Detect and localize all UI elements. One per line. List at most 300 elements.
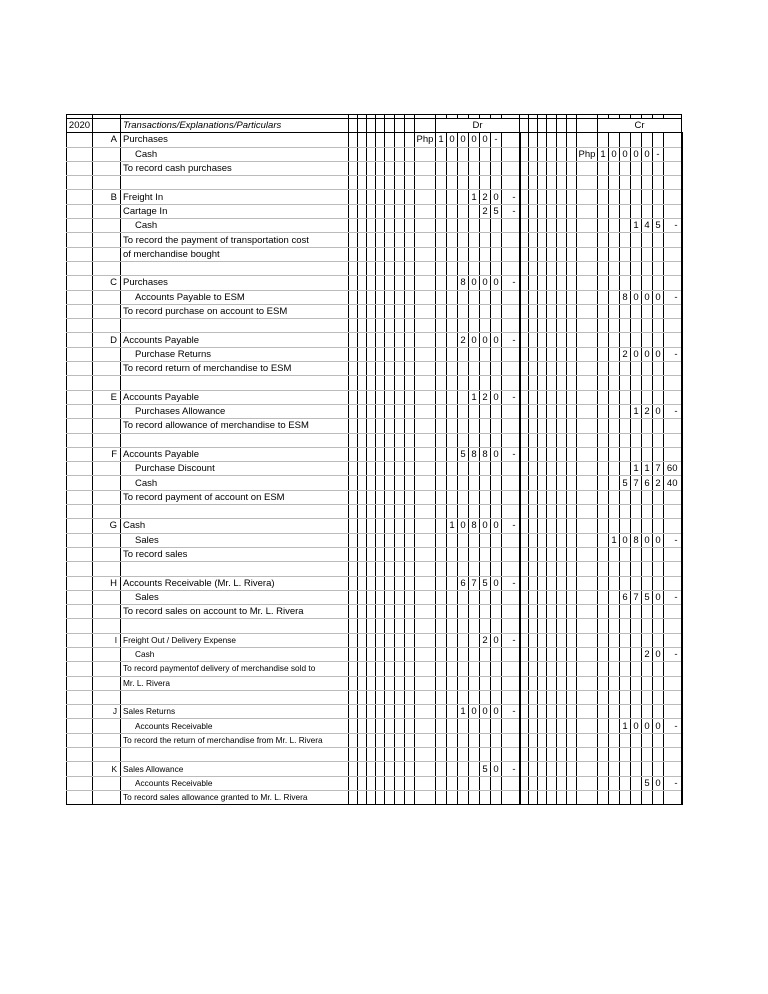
blank-cell bbox=[557, 748, 567, 762]
cr-digit bbox=[609, 576, 620, 590]
spacer-cell bbox=[405, 490, 415, 504]
dr-digit bbox=[436, 662, 447, 676]
dr-currency bbox=[415, 247, 436, 261]
year-cell bbox=[67, 490, 93, 504]
dr-digit: 1 bbox=[469, 190, 480, 204]
particular-text: Accounts Payable bbox=[121, 333, 349, 347]
spacer-cell bbox=[385, 676, 395, 690]
cr-digit bbox=[620, 333, 631, 347]
dr-currency bbox=[415, 362, 436, 376]
dr-digit bbox=[447, 605, 458, 619]
spacer-cell bbox=[376, 676, 385, 690]
cr-digit bbox=[664, 390, 682, 404]
cr-digit bbox=[664, 576, 682, 590]
cr-digit bbox=[598, 419, 609, 433]
spacer-cell bbox=[538, 219, 547, 233]
cr-currency bbox=[577, 447, 598, 461]
cr-header: Cr bbox=[598, 119, 682, 133]
spacer-cell bbox=[520, 576, 529, 590]
blank-cell bbox=[520, 319, 529, 333]
blank-cell bbox=[502, 690, 520, 704]
spacer-cell bbox=[538, 347, 547, 361]
blank-cell bbox=[415, 619, 436, 633]
year-cell bbox=[67, 376, 93, 390]
spacer-cell bbox=[557, 647, 567, 661]
spacer-cell bbox=[367, 662, 376, 676]
cr-digit bbox=[653, 161, 664, 175]
dr-digit bbox=[458, 404, 469, 418]
spacer-cell bbox=[405, 390, 415, 404]
spacer-cell bbox=[520, 762, 529, 776]
blank-cell bbox=[376, 176, 385, 190]
spacer-cell bbox=[385, 119, 395, 133]
dr-digit bbox=[469, 347, 480, 361]
dr-currency bbox=[415, 719, 436, 733]
cr-currency bbox=[577, 705, 598, 719]
dr-digit bbox=[502, 590, 520, 604]
dr-digit: 0 bbox=[469, 333, 480, 347]
blank-cell bbox=[376, 619, 385, 633]
cr-digit bbox=[620, 762, 631, 776]
dr-digit bbox=[436, 247, 447, 261]
blank-cell bbox=[520, 376, 529, 390]
blank-cell bbox=[469, 319, 480, 333]
spacer-cell bbox=[395, 647, 405, 661]
blank-cell bbox=[620, 376, 631, 390]
spacer-cell bbox=[538, 762, 547, 776]
blank-cell bbox=[502, 562, 520, 576]
cr-digit bbox=[609, 519, 620, 533]
entry-letter bbox=[93, 219, 121, 233]
year-cell bbox=[67, 676, 93, 690]
cr-currency bbox=[577, 547, 598, 561]
cr-digit bbox=[598, 719, 609, 733]
dr-digit bbox=[436, 576, 447, 590]
blank-cell bbox=[547, 619, 557, 633]
blank-cell bbox=[547, 261, 557, 275]
spacer-cell bbox=[405, 304, 415, 318]
journal-row bbox=[67, 705, 682, 719]
blank-row bbox=[67, 748, 682, 762]
cr-currency bbox=[577, 247, 598, 261]
spacer-cell bbox=[520, 276, 529, 290]
spacer-cell bbox=[547, 290, 557, 304]
entry-letter bbox=[93, 419, 121, 433]
cr-digit bbox=[609, 662, 620, 676]
entry-letter bbox=[93, 462, 121, 476]
spacer-cell bbox=[349, 705, 358, 719]
cr-digit: 5 bbox=[642, 776, 653, 790]
blank-cell bbox=[349, 619, 358, 633]
spacer-cell bbox=[557, 590, 567, 604]
particular-text: To record the payment of transportation cost bbox=[121, 233, 349, 247]
blank-cell bbox=[93, 619, 121, 633]
blank-cell bbox=[469, 176, 480, 190]
dr-digit: 8 bbox=[458, 276, 469, 290]
spacer-cell bbox=[547, 119, 557, 133]
particular-text: Sales Allowance bbox=[121, 762, 349, 776]
blank-cell bbox=[121, 319, 349, 333]
spacer-cell bbox=[367, 776, 376, 790]
cr-digit bbox=[642, 790, 653, 804]
cr-digit bbox=[653, 304, 664, 318]
dr-digit bbox=[458, 247, 469, 261]
particular-text: To record return of merchandise to ESM bbox=[121, 362, 349, 376]
blank-cell bbox=[502, 261, 520, 275]
blank-cell bbox=[458, 748, 469, 762]
journal-row bbox=[67, 762, 682, 776]
cr-digit bbox=[642, 247, 653, 261]
spacer-cell bbox=[395, 462, 405, 476]
spacer-cell bbox=[367, 462, 376, 476]
dr-digit bbox=[447, 676, 458, 690]
spacer-cell bbox=[395, 233, 405, 247]
year-cell bbox=[67, 719, 93, 733]
blank-cell bbox=[502, 376, 520, 390]
dr-digit bbox=[436, 190, 447, 204]
cr-currency bbox=[577, 362, 598, 376]
particulars-header: Transactions/Explanations/Particulars bbox=[121, 119, 349, 133]
journal-row bbox=[67, 533, 682, 547]
cr-digit bbox=[631, 447, 642, 461]
blank-cell bbox=[491, 176, 502, 190]
spacer-cell bbox=[529, 662, 538, 676]
blank-cell bbox=[395, 619, 405, 633]
cr-digit: - bbox=[664, 776, 682, 790]
dr-currency bbox=[415, 762, 436, 776]
entry-letter bbox=[93, 147, 121, 161]
dr-digit bbox=[469, 161, 480, 175]
journal-row bbox=[67, 347, 682, 361]
blank-cell bbox=[577, 319, 598, 333]
blank-cell bbox=[502, 319, 520, 333]
blank-cell bbox=[469, 562, 480, 576]
blank-cell bbox=[557, 505, 567, 519]
entry-letter bbox=[93, 605, 121, 619]
spacer-cell bbox=[349, 276, 358, 290]
spacer-cell bbox=[538, 676, 547, 690]
spacer-cell bbox=[529, 190, 538, 204]
cr-digit bbox=[598, 333, 609, 347]
year-cell bbox=[67, 176, 93, 190]
cr-digit: 8 bbox=[620, 290, 631, 304]
cr-digit bbox=[598, 633, 609, 647]
spacer-cell bbox=[395, 519, 405, 533]
spacer-cell bbox=[376, 147, 385, 161]
spacer-cell bbox=[557, 233, 567, 247]
spacer-cell bbox=[367, 447, 376, 461]
spacer-cell bbox=[529, 776, 538, 790]
blank-cell bbox=[631, 690, 642, 704]
cr-digit: 0 bbox=[653, 290, 664, 304]
blank-cell bbox=[598, 376, 609, 390]
dr-currency bbox=[415, 676, 436, 690]
dr-digit: 0 bbox=[491, 390, 502, 404]
journal-row bbox=[67, 733, 682, 747]
cr-digit bbox=[620, 204, 631, 218]
cr-digit bbox=[609, 362, 620, 376]
cr-digit bbox=[653, 676, 664, 690]
dr-digit bbox=[480, 233, 491, 247]
cr-currency bbox=[577, 119, 598, 133]
cr-digit bbox=[664, 247, 682, 261]
cr-currency bbox=[577, 190, 598, 204]
journal-row bbox=[67, 133, 682, 147]
particular-text: To record cash purchases bbox=[121, 161, 349, 175]
spacer-cell bbox=[547, 519, 557, 533]
cr-digit bbox=[598, 362, 609, 376]
blank-cell bbox=[642, 619, 653, 633]
spacer-cell bbox=[405, 190, 415, 204]
dr-currency bbox=[415, 233, 436, 247]
spacer-cell bbox=[557, 147, 567, 161]
spacer-cell bbox=[395, 304, 405, 318]
spacer-cell bbox=[529, 633, 538, 647]
spacer-cell bbox=[567, 276, 577, 290]
cr-digit: - bbox=[653, 147, 664, 161]
spacer-cell bbox=[376, 204, 385, 218]
dr-digit bbox=[447, 247, 458, 261]
blank-cell bbox=[538, 505, 547, 519]
entry-letter: I bbox=[93, 633, 121, 647]
cr-digit: - bbox=[664, 404, 682, 418]
spacer-cell bbox=[358, 633, 367, 647]
dr-digit bbox=[469, 533, 480, 547]
spacer-cell bbox=[547, 733, 557, 747]
dr-digit bbox=[469, 605, 480, 619]
blank-cell bbox=[538, 619, 547, 633]
spacer-cell bbox=[358, 290, 367, 304]
blank-cell bbox=[405, 261, 415, 275]
spacer-cell bbox=[547, 605, 557, 619]
year-cell bbox=[67, 605, 93, 619]
spacer-cell bbox=[367, 790, 376, 804]
spacer-cell bbox=[395, 533, 405, 547]
particular-text: Sales Returns bbox=[121, 705, 349, 719]
dr-digit bbox=[480, 476, 491, 490]
cr-digit bbox=[620, 733, 631, 747]
spacer-cell bbox=[395, 204, 405, 218]
spacer-cell bbox=[538, 133, 547, 147]
blank-cell bbox=[538, 376, 547, 390]
year-cell bbox=[67, 247, 93, 261]
cr-digit bbox=[620, 547, 631, 561]
journal-row bbox=[67, 719, 682, 733]
blank-cell bbox=[385, 433, 395, 447]
cr-digit bbox=[609, 233, 620, 247]
dr-digit bbox=[491, 462, 502, 476]
journal-row bbox=[67, 276, 682, 290]
cr-digit bbox=[631, 519, 642, 533]
spacer-cell bbox=[358, 776, 367, 790]
spacer-cell bbox=[367, 705, 376, 719]
spacer-cell bbox=[376, 533, 385, 547]
spacer-cell bbox=[520, 490, 529, 504]
blank-cell bbox=[653, 748, 664, 762]
particular-text: To record the return of merchandise from Mr. L. Rivera bbox=[121, 733, 349, 747]
cr-digit: 0 bbox=[609, 147, 620, 161]
dr-digit: - bbox=[502, 190, 520, 204]
blank-cell bbox=[609, 176, 620, 190]
cr-digit bbox=[664, 519, 682, 533]
blank-cell bbox=[358, 505, 367, 519]
dr-digit bbox=[447, 733, 458, 747]
blank-cell bbox=[385, 261, 395, 275]
cr-digit: 2 bbox=[653, 476, 664, 490]
spacer-cell bbox=[520, 519, 529, 533]
blank-cell bbox=[376, 690, 385, 704]
cr-digit bbox=[642, 490, 653, 504]
spacer-cell bbox=[358, 476, 367, 490]
cr-digit bbox=[609, 647, 620, 661]
spacer-cell bbox=[349, 662, 358, 676]
spacer-cell bbox=[367, 576, 376, 590]
cr-digit bbox=[609, 776, 620, 790]
cr-digit bbox=[664, 204, 682, 218]
dr-digit: 5 bbox=[491, 204, 502, 218]
spacer-cell bbox=[349, 605, 358, 619]
dr-digit bbox=[458, 304, 469, 318]
cr-digit bbox=[653, 633, 664, 647]
cr-digit bbox=[653, 233, 664, 247]
year-cell bbox=[67, 705, 93, 719]
spacer-cell bbox=[567, 304, 577, 318]
cr-digit bbox=[664, 133, 682, 147]
particular-text: Cash bbox=[121, 519, 349, 533]
cr-digit bbox=[653, 790, 664, 804]
spacer-cell bbox=[529, 676, 538, 690]
spacer-cell bbox=[557, 219, 567, 233]
spacer-cell bbox=[567, 776, 577, 790]
dr-digit: 2 bbox=[480, 390, 491, 404]
blank-cell bbox=[480, 319, 491, 333]
spacer-cell bbox=[349, 290, 358, 304]
spacer-cell bbox=[395, 347, 405, 361]
spacer-cell bbox=[529, 790, 538, 804]
dr-digit: 0 bbox=[491, 190, 502, 204]
dr-currency bbox=[415, 519, 436, 533]
spacer-cell bbox=[557, 776, 567, 790]
cr-digit bbox=[642, 705, 653, 719]
spacer-cell bbox=[376, 576, 385, 590]
cr-digit bbox=[620, 447, 631, 461]
dr-digit bbox=[458, 362, 469, 376]
spacer-cell bbox=[358, 662, 367, 676]
spacer-cell bbox=[567, 733, 577, 747]
cr-digit bbox=[664, 705, 682, 719]
dr-digit bbox=[502, 404, 520, 418]
blank-cell bbox=[664, 748, 682, 762]
dr-digit bbox=[458, 476, 469, 490]
cr-digit bbox=[609, 605, 620, 619]
cr-digit bbox=[609, 633, 620, 647]
dr-digit bbox=[480, 733, 491, 747]
blank-cell bbox=[405, 376, 415, 390]
spacer-cell bbox=[557, 190, 567, 204]
journal-row bbox=[67, 490, 682, 504]
dr-digit bbox=[447, 147, 458, 161]
blank-cell bbox=[395, 505, 405, 519]
cr-digit bbox=[631, 662, 642, 676]
dr-currency bbox=[415, 605, 436, 619]
blank-cell bbox=[358, 319, 367, 333]
spacer-cell bbox=[358, 490, 367, 504]
blank-cell bbox=[529, 319, 538, 333]
blank-cell bbox=[547, 690, 557, 704]
cr-digit bbox=[598, 705, 609, 719]
journal-row bbox=[67, 576, 682, 590]
blank-cell bbox=[653, 562, 664, 576]
cr-digit: 1 bbox=[631, 219, 642, 233]
cr-digit bbox=[620, 233, 631, 247]
blank-cell bbox=[567, 690, 577, 704]
cr-digit bbox=[642, 733, 653, 747]
spacer-cell bbox=[538, 247, 547, 261]
blank-cell bbox=[405, 748, 415, 762]
spacer-cell bbox=[385, 647, 395, 661]
spacer-cell bbox=[547, 662, 557, 676]
year-cell bbox=[67, 547, 93, 561]
dr-digit bbox=[480, 547, 491, 561]
dr-digit bbox=[469, 733, 480, 747]
year-cell bbox=[67, 562, 93, 576]
dr-digit bbox=[458, 490, 469, 504]
spacer-cell bbox=[557, 719, 567, 733]
dr-digit bbox=[502, 161, 520, 175]
cr-digit bbox=[620, 390, 631, 404]
spacer-cell bbox=[349, 190, 358, 204]
spacer-cell bbox=[405, 790, 415, 804]
cr-digit: - bbox=[664, 590, 682, 604]
entry-letter bbox=[93, 662, 121, 676]
spacer-cell bbox=[405, 576, 415, 590]
spacer-cell bbox=[349, 762, 358, 776]
cr-currency bbox=[577, 219, 598, 233]
dr-digit bbox=[447, 362, 458, 376]
blank-cell bbox=[577, 176, 598, 190]
blank-cell bbox=[620, 176, 631, 190]
journal-row bbox=[67, 161, 682, 175]
year-cell bbox=[67, 190, 93, 204]
spacer-cell bbox=[376, 304, 385, 318]
blank-cell bbox=[520, 261, 529, 275]
cr-digit bbox=[631, 233, 642, 247]
blank-cell bbox=[609, 748, 620, 762]
dr-digit bbox=[502, 547, 520, 561]
particular-text: Accounts Receivable bbox=[121, 776, 349, 790]
dr-header: Dr bbox=[436, 119, 520, 133]
cr-digit bbox=[642, 447, 653, 461]
journal-row bbox=[67, 790, 682, 804]
cr-currency bbox=[577, 790, 598, 804]
blank-cell bbox=[547, 319, 557, 333]
dr-digit bbox=[436, 533, 447, 547]
blank-cell bbox=[415, 690, 436, 704]
dr-currency bbox=[415, 404, 436, 418]
spacer-cell bbox=[349, 233, 358, 247]
cr-digit: 1 bbox=[631, 404, 642, 418]
blank-row bbox=[67, 433, 682, 447]
blank-cell bbox=[631, 176, 642, 190]
cr-digit: 40 bbox=[664, 476, 682, 490]
dr-digit bbox=[502, 147, 520, 161]
dr-currency bbox=[415, 476, 436, 490]
spacer-cell bbox=[529, 447, 538, 461]
cr-digit bbox=[609, 404, 620, 418]
spacer-cell bbox=[367, 633, 376, 647]
blank-cell bbox=[529, 261, 538, 275]
blank-cell bbox=[395, 433, 405, 447]
